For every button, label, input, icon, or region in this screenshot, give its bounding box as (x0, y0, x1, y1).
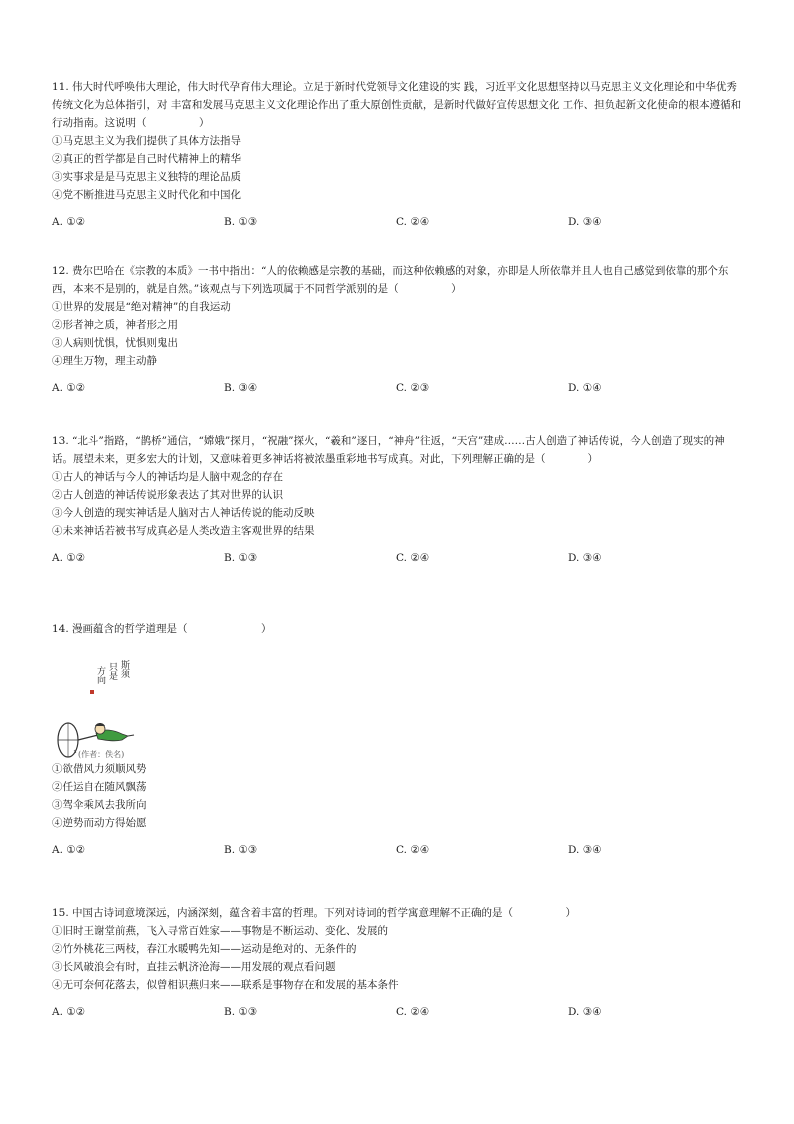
choice-c[interactable]: C. ②③ (396, 382, 430, 394)
choice-a[interactable]: A. ①② (52, 216, 86, 228)
option-1: ①古人的神话与今人的神话均是人脑中观念的存在 (52, 471, 283, 483)
option-2: ②任运自在随风飘荡 (52, 781, 147, 793)
choice-b[interactable]: B. ①③ (224, 1006, 258, 1018)
option-2: ②形者神之质，神者形之用 (52, 319, 178, 331)
option-3: ③人病则忧惧，忧惧则鬼出 (52, 337, 178, 349)
choice-b[interactable]: B. ③④ (224, 382, 258, 394)
question-14 (52, 620, 742, 859)
choice-d[interactable]: D. ③④ (568, 844, 602, 856)
question-stem: 12. 费尔巴哈在《宗教的本质》一书中指出：“人的依赖感是宗教的基础，而这种依赖感的对象，亦即是人所依靠并且人也自己感觉到依靠的那个东西，本来不是别的，就是自然。”该观点与下列选项属于不同哲学派别的是（ ） (52, 265, 729, 295)
answer-choices (52, 549, 742, 567)
question-stem: 11. 伟大时代呼唤伟大理论，伟大时代孕育伟大理论。立足于新时代党领导文化建设的实 践，习近平文化思想坚持以马克思主义文化理论和中华优秀传统文化为总体指引，对 丰富和发展马克思主义文化理论作出了重大原创性贡献，是新时代做好宣传思想文化 工作、担负起新文化使命的根本遵循和行动指南。这说明（ ） (52, 81, 742, 129)
option-1: ①世界的发展是“绝对精神”的自我运动 (52, 301, 231, 313)
answer-choices (52, 379, 742, 397)
option-1: ①欲借风力须顺风势 (52, 763, 147, 775)
cartoon-drawing (52, 640, 162, 760)
question-13 (52, 432, 742, 567)
answer-choices (52, 841, 742, 859)
choice-b[interactable]: B. ①③ (224, 844, 258, 856)
option-4: ④党不断推进马克思主义时代化和中国化 (52, 189, 241, 201)
seal-stamp (90, 690, 94, 694)
choice-a[interactable]: A. ①② (52, 382, 86, 394)
option-4: ④未来神话若被书写成真必是人类改造主客观世界的结果 (52, 525, 315, 537)
question-12 (52, 262, 742, 397)
option-3: ③实事求是是马克思主义独特的理论品质 (52, 171, 241, 183)
option-3: ③驾伞乘风去我所向 (52, 799, 147, 811)
inscription-col1: 斯须 (119, 660, 129, 678)
choice-d[interactable]: D. ③④ (568, 1006, 602, 1018)
option-2: ②真正的哲学都是自己时代精神上的精华 (52, 153, 241, 165)
choice-c[interactable]: C. ②④ (396, 216, 430, 228)
option-4: ④理生万物，理主动静 (52, 355, 157, 367)
question-15 (52, 904, 742, 1021)
inscription-col3: 方向 (95, 666, 105, 684)
inscription-col2: 只是 (107, 662, 117, 680)
option-4: ④逆势而动方得始愿 (52, 817, 147, 829)
question-11 (52, 78, 742, 231)
choice-c[interactable]: C. ②④ (396, 1006, 430, 1018)
person-hair (95, 723, 105, 726)
option-4: ④无可奈何花落去，似曾相识燕归来——联系是事物存在和发展的基本条件 (52, 979, 399, 991)
question-stem: 14. 漫画蕴含的哲学道理是（ ） (52, 623, 272, 635)
choice-a[interactable]: A. ①② (52, 552, 86, 564)
choice-c[interactable]: C. ②④ (396, 844, 430, 856)
choice-a[interactable]: A. ①② (52, 844, 86, 856)
answer-choices (52, 213, 742, 231)
option-2: ②古人创造的神话传说形象表达了其对世界的认识 (52, 489, 283, 501)
question-stem: 13. “北斗”指路，“鹊桥”通信，“嫦娥”探月，“祝融”探火，“羲和”逐日，“神舟”往返，“天宫”建成……古人创造了神话传说，今人创造了现实的神话。展望未来，更多宏大的计划，又意味着更多神话将被浓墨重彩地书写成真。对此，下列理解正确的是（ ） (52, 435, 725, 465)
option-1: ①旧时王谢堂前燕，飞入寻常百姓家——事物是不断运动、变化、发展的 (52, 925, 388, 937)
cartoon-caption: (作者：佚名) (78, 750, 125, 759)
option-2: ②竹外桃花三两枝，春江水暖鸭先知——运动是绝对的、无条件的 (52, 943, 357, 955)
choice-d[interactable]: D. ①④ (568, 382, 602, 394)
umbrella-handle (78, 735, 98, 740)
answer-choices (52, 1003, 742, 1021)
umbrella-cartoon (52, 640, 162, 760)
option-3: ③今人创造的现实神话是人脑对古人神话传说的能动反映 (52, 507, 315, 519)
choice-b[interactable]: B. ①③ (224, 552, 258, 564)
option-3: ③长风破浪会有时，直挂云帆济沧海——用发展的观点看问题 (52, 961, 336, 973)
question-stem: 15. 中国古诗词意境深远，内涵深刻，蕴含着丰富的哲理。下列对诗词的哲学寓意理解不正确的是（ ） (52, 907, 577, 919)
choice-d[interactable]: D. ③④ (568, 552, 602, 564)
choice-c[interactable]: C. ②④ (396, 552, 430, 564)
option-1: ①马克思主义为我们提供了具体方法指导 (52, 135, 241, 147)
choice-b[interactable]: B. ①③ (224, 216, 258, 228)
choice-a[interactable]: A. ①② (52, 1006, 86, 1018)
choice-d[interactable]: D. ③④ (568, 216, 602, 228)
